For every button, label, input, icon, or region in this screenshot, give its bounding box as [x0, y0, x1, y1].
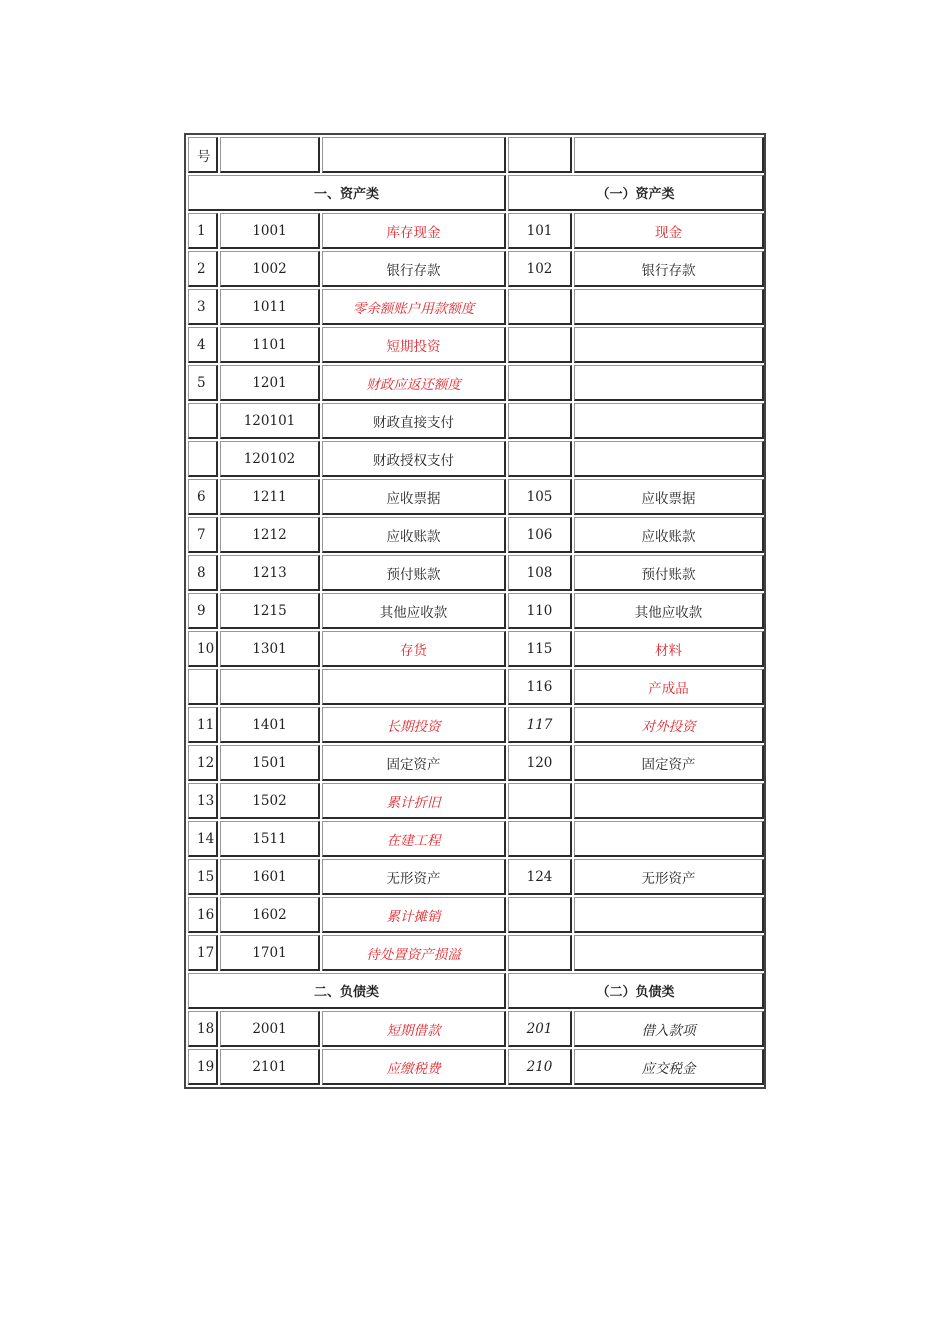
table-row: [188, 555, 764, 591]
table-row: [188, 821, 764, 857]
row-number-cell: 14: [188, 821, 218, 857]
new-name-cell: 累计折旧: [322, 783, 506, 819]
old-code-cell: 101: [508, 213, 572, 249]
new-name-cell: 存货: [322, 631, 506, 667]
row-number-cell: 6: [188, 479, 218, 515]
table-row: [188, 593, 764, 629]
table-row: [188, 859, 764, 895]
table-row: [188, 1011, 764, 1047]
table-row: [188, 745, 764, 781]
old-name-cell: [574, 935, 764, 971]
table-row: [188, 631, 764, 667]
table-row: [188, 1049, 764, 1085]
new-code-cell: [220, 669, 320, 705]
old-code-cell: [508, 935, 572, 971]
old-name-cell: 其他应收款: [574, 593, 764, 629]
table-row: [188, 403, 764, 439]
old-name-cell: 银行存款: [574, 251, 764, 287]
old-code-cell: [508, 441, 572, 477]
old-code-cell: 201: [508, 1011, 572, 1047]
new-code-cell: 1212: [220, 517, 320, 553]
old-name-cell: 产成品: [574, 669, 764, 705]
old-name-cell: [574, 403, 764, 439]
new-name-cell: 短期投资: [322, 327, 506, 363]
new-code-cell: 1301: [220, 631, 320, 667]
row-number-cell: 13: [188, 783, 218, 819]
old-name-cell: [574, 365, 764, 401]
old-name-cell: 对外投资: [574, 707, 764, 743]
new-name-cell: 其他应收款: [322, 593, 506, 629]
header-new-name-cell: [322, 137, 506, 173]
new-code-cell: 1502: [220, 783, 320, 819]
account-table-sheet: [184, 133, 766, 1089]
old-name-cell: 应收票据: [574, 479, 764, 515]
row-number-cell: 3: [188, 289, 218, 325]
new-code-cell: 1211: [220, 479, 320, 515]
row-number-cell: 17: [188, 935, 218, 971]
account-mapping-table: [186, 135, 766, 1087]
new-name-cell: 固定资产: [322, 745, 506, 781]
old-code-cell: 124: [508, 859, 572, 895]
old-name-cell: 预付账款: [574, 555, 764, 591]
section-header-row: [188, 973, 764, 1009]
new-code-cell: 120102: [220, 441, 320, 477]
table-row: [188, 479, 764, 515]
new-name-cell: 累计摊销: [322, 897, 506, 933]
section-title-old: （二）负债类: [508, 973, 764, 1009]
old-code-cell: [508, 365, 572, 401]
header-num-cell: 号: [188, 137, 218, 173]
old-code-cell: 110: [508, 593, 572, 629]
table-row: [188, 365, 764, 401]
new-code-cell: 1001: [220, 213, 320, 249]
table-row: [188, 213, 764, 249]
new-code-cell: 1201: [220, 365, 320, 401]
new-name-cell: 应缴税费: [322, 1049, 506, 1085]
new-code-cell: 1501: [220, 745, 320, 781]
new-name-cell: 应收票据: [322, 479, 506, 515]
header-row: [188, 137, 764, 173]
new-name-cell: 银行存款: [322, 251, 506, 287]
new-code-cell: 1602: [220, 897, 320, 933]
new-name-cell: 零余额账户用款额度: [322, 289, 506, 325]
row-number-cell: 16: [188, 897, 218, 933]
new-code-cell: 1401: [220, 707, 320, 743]
old-code-cell: [508, 783, 572, 819]
old-name-cell: [574, 821, 764, 857]
old-name-cell: 应交税金: [574, 1049, 764, 1085]
table-row: [188, 327, 764, 363]
old-name-cell: [574, 783, 764, 819]
old-name-cell: 固定资产: [574, 745, 764, 781]
table-row: [188, 251, 764, 287]
new-code-cell: 2001: [220, 1011, 320, 1047]
new-name-cell: 应收账款: [322, 517, 506, 553]
row-number-cell: 8: [188, 555, 218, 591]
new-name-cell: 财政应返还额度: [322, 365, 506, 401]
new-code-cell: 120101: [220, 403, 320, 439]
new-code-cell: 2101: [220, 1049, 320, 1085]
old-code-cell: 116: [508, 669, 572, 705]
old-name-cell: 现金: [574, 213, 764, 249]
section-title-old: （一）资产类: [508, 175, 764, 211]
table-row: [188, 289, 764, 325]
row-number-cell: 15: [188, 859, 218, 895]
row-number-cell: [188, 403, 218, 439]
old-name-cell: 无形资产: [574, 859, 764, 895]
old-code-cell: 115: [508, 631, 572, 667]
row-number-cell: 2: [188, 251, 218, 287]
row-number-cell: [188, 441, 218, 477]
new-name-cell: 财政直接支付: [322, 403, 506, 439]
old-name-cell: [574, 327, 764, 363]
section-header-row: [188, 175, 764, 211]
old-code-cell: 210: [508, 1049, 572, 1085]
row-number-cell: 12: [188, 745, 218, 781]
old-code-cell: [508, 821, 572, 857]
row-number-cell: 4: [188, 327, 218, 363]
row-number-cell: 18: [188, 1011, 218, 1047]
header-old-name-cell: [574, 137, 764, 173]
new-code-cell: 1002: [220, 251, 320, 287]
row-number-cell: 9: [188, 593, 218, 629]
old-name-cell: [574, 441, 764, 477]
old-code-cell: 117: [508, 707, 572, 743]
new-code-cell: 1215: [220, 593, 320, 629]
old-code-cell: 105: [508, 479, 572, 515]
old-code-cell: 108: [508, 555, 572, 591]
table-row: [188, 935, 764, 971]
new-code-cell: 1011: [220, 289, 320, 325]
old-name-cell: [574, 289, 764, 325]
new-code-cell: 1213: [220, 555, 320, 591]
old-name-cell: [574, 897, 764, 933]
old-name-cell: 借入款项: [574, 1011, 764, 1047]
row-number-cell: 10: [188, 631, 218, 667]
table-row: [188, 441, 764, 477]
row-number-cell: 1: [188, 213, 218, 249]
header-old-code-cell: [508, 137, 572, 173]
new-code-cell: 1601: [220, 859, 320, 895]
old-code-cell: [508, 289, 572, 325]
table-row: [188, 783, 764, 819]
new-name-cell: 长期投资: [322, 707, 506, 743]
old-code-cell: [508, 403, 572, 439]
old-code-cell: [508, 897, 572, 933]
section-title-new: 一、资产类: [188, 175, 506, 211]
header-new-code-cell: [220, 137, 320, 173]
section-title-new: 二、负债类: [188, 973, 506, 1009]
new-code-cell: 1701: [220, 935, 320, 971]
old-name-cell: 应收账款: [574, 517, 764, 553]
new-code-cell: 1511: [220, 821, 320, 857]
old-name-cell: 材料: [574, 631, 764, 667]
row-number-cell: 7: [188, 517, 218, 553]
table-row: [188, 897, 764, 933]
old-code-cell: [508, 327, 572, 363]
table-body: [188, 137, 764, 1085]
new-name-cell: 预付账款: [322, 555, 506, 591]
row-number-cell: 11: [188, 707, 218, 743]
row-number-cell: 5: [188, 365, 218, 401]
new-name-cell: 短期借款: [322, 1011, 506, 1047]
new-name-cell: [322, 669, 506, 705]
new-name-cell: 财政授权支付: [322, 441, 506, 477]
table-row: [188, 707, 764, 743]
table-row: [188, 669, 764, 705]
row-number-cell: 19: [188, 1049, 218, 1085]
old-code-cell: 120: [508, 745, 572, 781]
new-code-cell: 1101: [220, 327, 320, 363]
row-number-cell: [188, 669, 218, 705]
new-name-cell: 无形资产: [322, 859, 506, 895]
table-row: [188, 517, 764, 553]
new-name-cell: 待处置资产损溢: [322, 935, 506, 971]
old-code-cell: 106: [508, 517, 572, 553]
new-name-cell: 在建工程: [322, 821, 506, 857]
old-code-cell: 102: [508, 251, 572, 287]
new-name-cell: 库存现金: [322, 213, 506, 249]
